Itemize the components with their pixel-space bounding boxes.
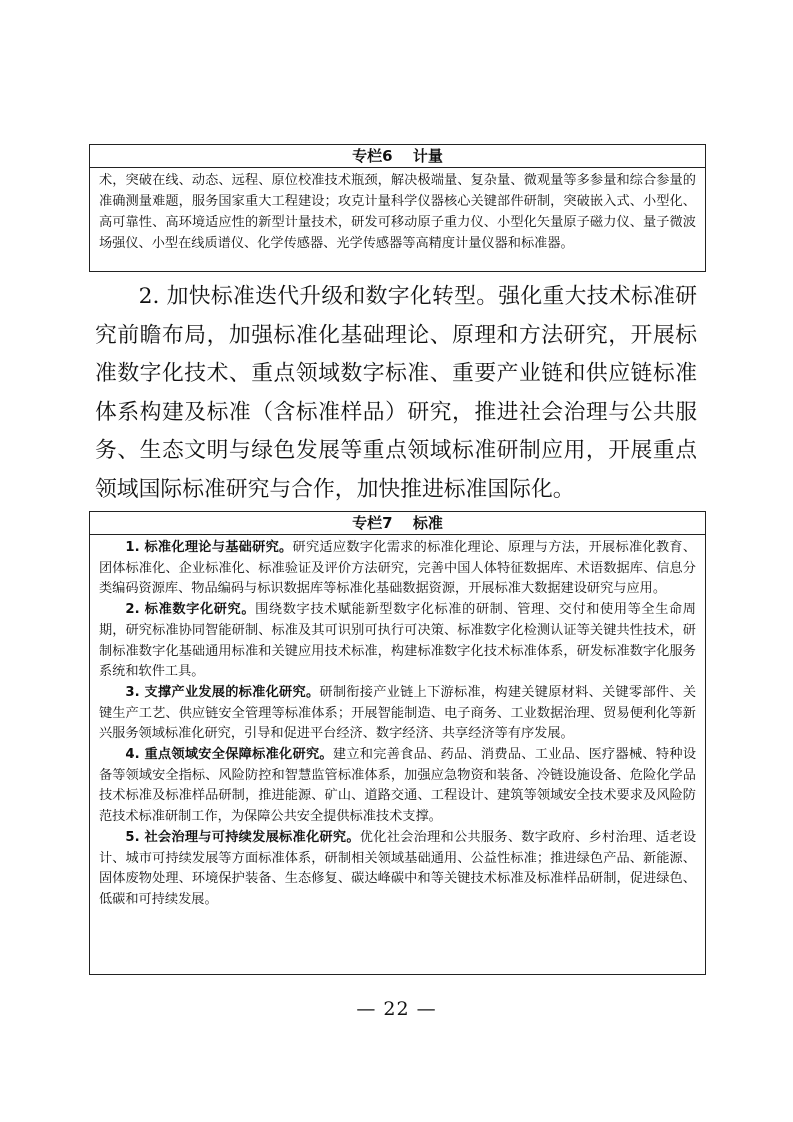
column-item-lead: 5. 社会治理与可持续发展标准化研究。: [125, 829, 360, 845]
column-item-text: 研制衔接产业链上下游标准，构建关键原材料、关键零部件、关键生产工艺、供应链安全管理等标准体系；开展智能制造、电子商务、工业数据治理、贸易便利化等新兴服务领域标准化研究，引导和促进平台经济、数字经济、共享经济等有序发展。: [99, 684, 697, 742]
column-item: [99, 538, 696, 600]
column-box-7-body: [90, 535, 705, 913]
column-item-text: 建立和完善食品、药品、消费品、工业品、医疗器械、特种设备等领域安全指标、风险防控和智慧监管标准体系，加强应急物资和装备、冷链设施设备、危险化学品技术标准及标准样品研制，推进能源、矿山、道路交通、工程设计、建筑等领域安全技术要求及风险防范技术标准研制工作，为保障公共安全提供标准技术支撑。: [99, 747, 696, 825]
column-item: [99, 745, 696, 828]
column-item-text: 研究适应数字化需求的标准化理论、原理与方法，开展标准化教育、团体标准化、企业标准化、标准验证及评价方法研究，完善中国人体特征数据库、术语数据库、信息分类编码资源库、物品编码与标识数据库等标准化基础数据资源，开展标准大数据建设研究与应用。: [99, 540, 697, 597]
body-paragraph-text: 2. 加快标准迭代升级和数字化转型。强化重大技术标准研究前瞻布局，加强标准化基础理论、原理和方法研究，开展标准数字化技术、重点领域数字标准、重要产业链和供应链标准体系构建及标准（含标准样品）研究，推进社会治理与公共服务、生态文明与绿色发展等重点领域标准研制应用，开展重点领域国际标准研究与合作，加快推进标准国际化。: [95, 284, 697, 502]
column-box-6-title: 专栏6 计量: [90, 145, 705, 168]
column-box-6-text: 术，突破在线、动态、远程、原位校准技术瓶颈，解决极端量、复杂量、微观量等多参量和综合参量的准确测量难题，服务国家重大工程建设；攻克计量科学仪器核心关键部件研制，突破嵌入式、小型化、高可靠性、高环境适应性的新型计量技术，研发可移动原子重力仪、小型化矢量原子磁力仪、量子微波场强仪、小型在线质谱仪、化学传感器、光学传感器等高精度计量仪器和标准器。: [99, 173, 696, 251]
column-item-text: 优化社会治理和公共服务、数字政府、乡村治理、适老设计、城市可持续发展等方面标准体系，研制相关领域基础通用、公益性标准；推进绿色产品、新能源、固体废物处理、环境保护装备、生态修复、碳达峰碳中和等关键技术标准及标准样品研制，促进绿色、低碳和可持续发展。: [99, 829, 697, 907]
body-paragraph: [95, 278, 697, 510]
column-item-lead: 3. 支撑产业发展的标准化研究。: [125, 684, 320, 700]
column-box-7-title: 专栏7 标准: [90, 512, 705, 535]
column-item-lead: 1. 标准化理论与基础研究。: [125, 540, 293, 555]
column-box-6: [89, 144, 706, 272]
column-item: [99, 600, 696, 683]
column-item-lead: 2. 标准数字化研究。: [125, 602, 256, 618]
column-item-lead: 4. 重点领域安全保障标准化研究。: [125, 747, 333, 763]
column-box-6-body: [90, 168, 705, 256]
column-item: [99, 683, 696, 745]
column-item: [99, 828, 696, 911]
page-number: — 22 —: [356, 998, 437, 1020]
column-box-7: [89, 511, 706, 975]
column-item-text: 围绕数字技术赋能新型数字化标准的研制、管理、交付和使用等全生命周期，研究标准协同智能研制、标准及其可识别可执行可决策、标准数字化检测认证等关键共性技术，研制标准数字化基础通用标准和关键应用技术标准，构建标准数字化技术标准体系，研发标准数字化服务系统和软件工具。: [99, 602, 696, 680]
